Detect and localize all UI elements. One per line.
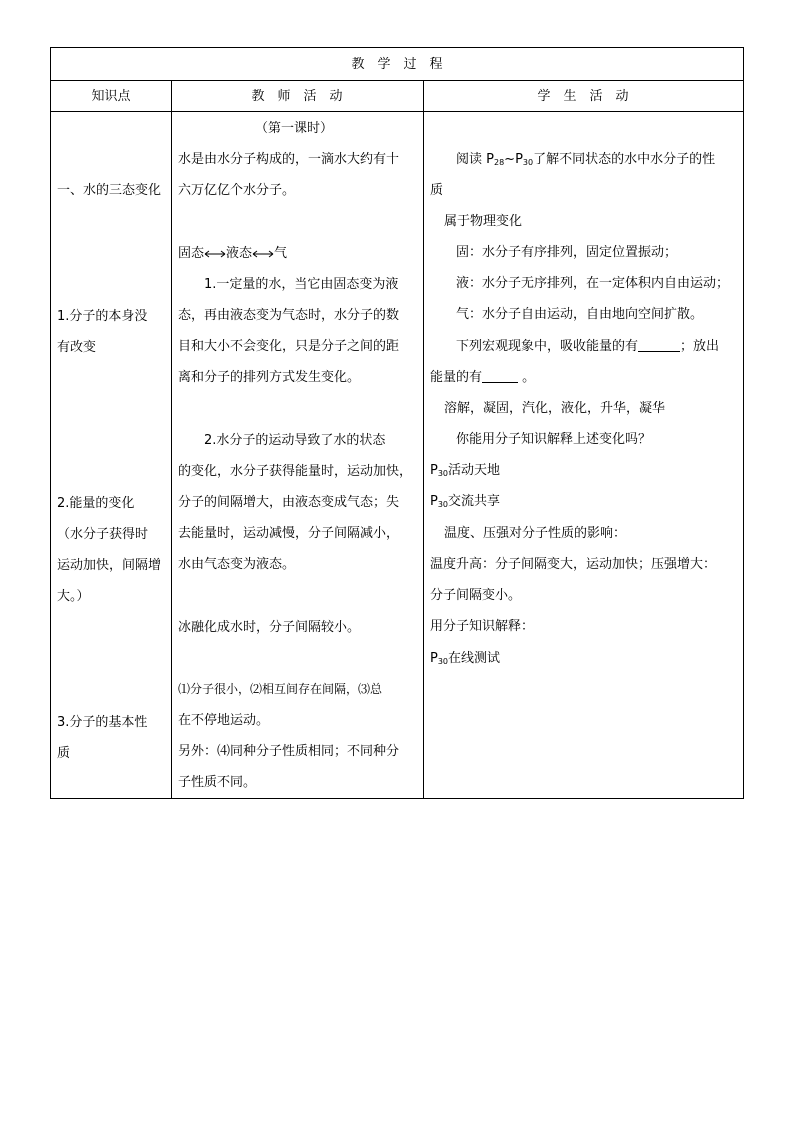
state-solid: 固态 (178, 246, 205, 261)
student-text: 你能用分子知识解释上述变化吗？ (456, 432, 652, 447)
student-text: 气：水分子自由运动，自由地向空间扩散。 (456, 307, 704, 322)
answer-blank (638, 338, 680, 352)
student-text-part: ；放出 (680, 339, 720, 354)
teacher-text: 离和分子的排列方式发生变化。 (178, 370, 361, 385)
double-arrow-icon (252, 240, 274, 250)
teacher-text: 六万亿亿个水分子。 (178, 183, 296, 198)
teacher-text: 1.一定量的水，当它由固态变为液 (204, 277, 399, 292)
header-knowledge: 知识点 (91, 89, 131, 104)
student-text-part: P (430, 651, 438, 666)
student-text: 液：水分子无序排列，在一定体积内自由运动； (456, 276, 730, 291)
state-gas: 气 (274, 246, 288, 261)
knowledge-item: 1.分子的本身没 (57, 309, 148, 324)
table-title: 教 学 过 程 (51, 48, 743, 81)
student-text (430, 643, 500, 677)
knowledge-item: 2.能量的变化 (57, 496, 135, 511)
subscript: 30 (437, 469, 449, 478)
knowledge-item: 运动加快，间隔增 (57, 558, 162, 573)
knowledge-item: （水分子获得时 (57, 527, 149, 542)
header-teacher: 教 师 活 动 (251, 89, 343, 104)
student-text-part: P (430, 494, 438, 509)
student-text-part: 了解不同状态的水中水分子的性 (533, 152, 716, 167)
student-text: 温度升高：分子间隔变大，运动加快；压强增大： (430, 557, 717, 572)
student-text (456, 144, 715, 178)
student-text-part: ~P (504, 152, 523, 167)
knowledge-item: 大。） (57, 589, 90, 604)
student-text: 固：水分子有序排列，固定位置振动； (456, 245, 678, 260)
student-text (456, 331, 719, 362)
student-text-part: 阅读 P (456, 152, 494, 167)
answer-blank (482, 369, 518, 383)
state-liquid: 液态 (226, 246, 253, 261)
student-text: 用分子知识解释： (430, 619, 535, 634)
student-text: 质 (430, 183, 444, 198)
header-row (51, 81, 743, 112)
teacher-text: 态，再由液态变为气态时，水分子的数 (178, 308, 400, 323)
student-text-part: P (430, 463, 438, 478)
teacher-text: 水是由水分子构成的，一滴水大约有十 (178, 152, 400, 167)
student-text (430, 486, 500, 520)
teacher-text: 2.水分子的运动导致了水的状态 (204, 433, 386, 448)
column-divider (423, 81, 424, 798)
student-text: 属于物理变化 (444, 214, 523, 229)
student-text (430, 362, 535, 393)
column-divider (171, 81, 172, 798)
knowledge-item: 质 (57, 746, 71, 761)
teacher-text: 在不停地运动。 (178, 713, 270, 728)
teacher-text: 分子的间隔增大，由液态变成气态；失 (178, 495, 400, 510)
teacher-text: 水由气态变为液态。 (178, 557, 296, 572)
knowledge-item: 3.分子的基本性 (57, 715, 148, 730)
subscript: 30 (522, 158, 534, 167)
state-diagram (178, 238, 287, 269)
teacher-text: 子性质不同。 (178, 775, 257, 790)
teacher-text: 去能量时，运动减慢，分子间隔减小， (178, 526, 400, 541)
student-text-part: 在线测试 (448, 651, 501, 666)
student-text (430, 455, 500, 489)
teacher-text: ⑴分子很小，⑵相互间存在间隔，⑶总 (178, 682, 383, 696)
student-text-part: 下列宏观现象中，吸收能量的有 (456, 339, 639, 354)
knowledge-item: 一、水的三态变化 (57, 183, 162, 198)
subscript: 30 (437, 657, 449, 666)
teacher-text: 冰融化成水时，分子间隔较小。 (178, 620, 361, 635)
student-text-part: 能量的有 (430, 370, 483, 385)
student-text-part: 交流共享 (448, 494, 501, 509)
teacher-text: 目和大小不会变化，只是分子之间的距 (178, 339, 400, 354)
subscript: 30 (437, 500, 449, 509)
header-student: 学 生 活 动 (537, 89, 629, 104)
student-text: 温度、压强对分子性质的影响： (444, 526, 627, 541)
session-label: （第一课时） (255, 121, 334, 136)
teacher-text: 另外：⑷同种分子性质相同；不同种分 (178, 744, 400, 759)
knowledge-item: 有改变 (57, 340, 97, 355)
student-text-part: 。 (522, 370, 536, 385)
student-text-part: 活动天地 (448, 463, 501, 478)
subscript: 28 (493, 158, 505, 167)
student-text: 分子间隔变小。 (430, 588, 522, 603)
teacher-text: 的变化，水分子获得能量时，运动加快， (178, 464, 413, 479)
double-arrow-icon (204, 240, 226, 250)
student-text: 溶解，凝固，汽化，液化，升华，凝华 (444, 401, 666, 416)
